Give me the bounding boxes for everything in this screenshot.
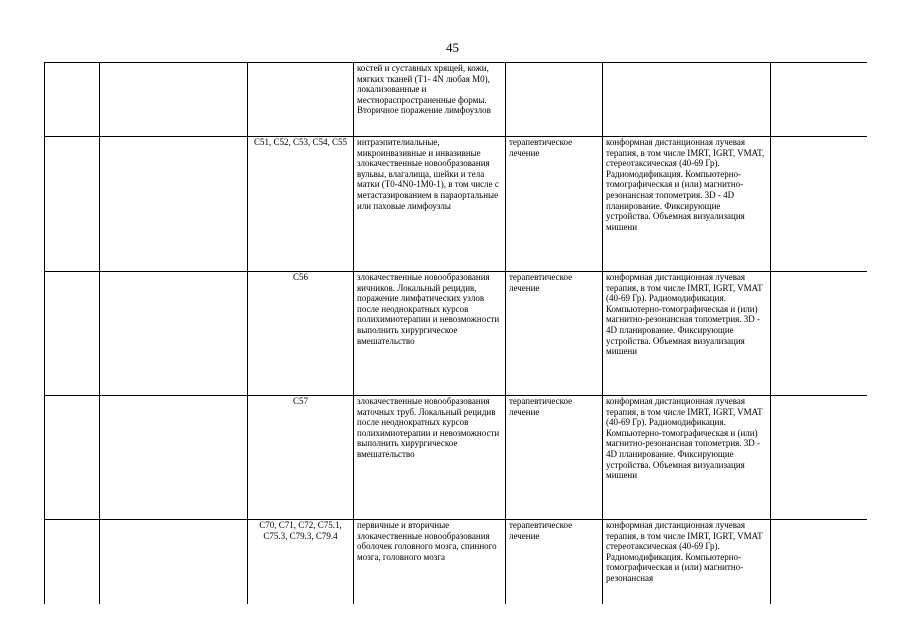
cell-treatment	[506, 63, 603, 137]
cell-profile	[100, 396, 248, 520]
cell-treatment: терапевтическое лечение	[506, 396, 603, 520]
cell-method	[603, 63, 771, 137]
cell-description: первичные и вторичные злокачественные новообразования оболочек головного мозга, спинного мозга, головного мозга	[354, 520, 506, 605]
cell-number	[45, 396, 100, 520]
cell-description: интраэпителиальные, микроинвазивные и инвазивные злокачественные новообразования вульвы, влагалища, шейки и тела матки (T0-4N0-1M0-1), в том числе с метастазированием в параортальные или паховые лимфоузлы	[354, 137, 506, 272]
table-row	[45, 137, 867, 272]
cell-icd-code: C70, C71, C72, C75.1, C75.3, C79.3, C79.4	[248, 520, 354, 605]
cell-profile	[100, 137, 248, 272]
cell-description: костей и суставных хрящей, кожи, мягких тканей (T1- 4N любая M0), локализованные и местнораспространенные формы. Вторичное поражение лимфоузлов	[354, 63, 506, 137]
cell-cost	[771, 63, 867, 137]
cell-treatment: терапевтическое лечение	[506, 137, 603, 272]
cell-method: конформная дистанционная лучевая терапия, в том числе IMRT, IGRT, VMAT, стереотаксическая (40-69 Гр). Радиомодификация. Компьютерно-томографическая и (или) магнитно-резонансная топометрия. 3D - 4D планирование. Фиксирующие устройства. Объемная визуализация мишени	[603, 137, 771, 272]
cell-description: злокачественные новообразования яичников. Локальный рецидив, поражение лимфатических узлов после неоднократных курсов полихимиотерапии и невозможности выполнить хирургическое вмешательство	[354, 272, 506, 396]
cell-description: злокачественные новообразования маточных труб. Локальный рецидив после неоднократных курсов полихимиотерапии и невозможности выполнить хирургическое вмешательство	[354, 396, 506, 520]
table-row	[45, 520, 867, 605]
cell-profile	[100, 520, 248, 605]
cell-cost	[771, 396, 867, 520]
cell-number	[45, 272, 100, 396]
cell-cost	[771, 272, 867, 396]
cell-method: конформная дистанционная лучевая терапия, в том числе IMRT, IGRT, VMAT (40-69 Гр). Радиомодификация. Компьютерно-томографическая и (или) магнитно-резонансная топометрия. 3D - 4D планирование. Фиксирующие устройства. Объемная визуализация мишени	[603, 396, 771, 520]
cell-treatment: терапевтическое лечение	[506, 520, 603, 605]
cell-profile	[100, 272, 248, 396]
cell-treatment: терапевтическое лечение	[506, 272, 603, 396]
cell-cost	[771, 137, 867, 272]
cell-icd-code: C57	[248, 396, 354, 520]
cell-number	[45, 63, 100, 137]
table-row	[45, 63, 867, 137]
table-row	[45, 396, 867, 520]
page-number: 45	[446, 40, 459, 55]
cell-method: конформная дистанционная лучевая терапия, в том числе IMRT, IGRT, VMAT стереотаксическая (40-69 Гр). Радиомодификация. Компьютерно-томографическая и (или) магнитно-резонансная	[603, 520, 771, 605]
cell-profile	[100, 63, 248, 137]
cell-icd-code: C51, C52, C53, C54, C55	[248, 137, 354, 272]
cell-cost	[771, 520, 867, 605]
cell-number	[45, 137, 100, 272]
cell-number	[45, 520, 100, 605]
cell-icd-code	[248, 63, 354, 137]
cell-icd-code: C56	[248, 272, 354, 396]
procedures-table	[44, 62, 867, 604]
cell-method: конформная дистанционная лучевая терапия, в том числе IMRT, IGRT, VMAT (40-69 Гр). Радиомодификация. Компьютерно-томографическая и (или) магнитно-резонансная топометрия. 3D - 4D планирование. Фиксирующие устройства. Объемная визуализация мишени	[603, 272, 771, 396]
table-row	[45, 272, 867, 396]
